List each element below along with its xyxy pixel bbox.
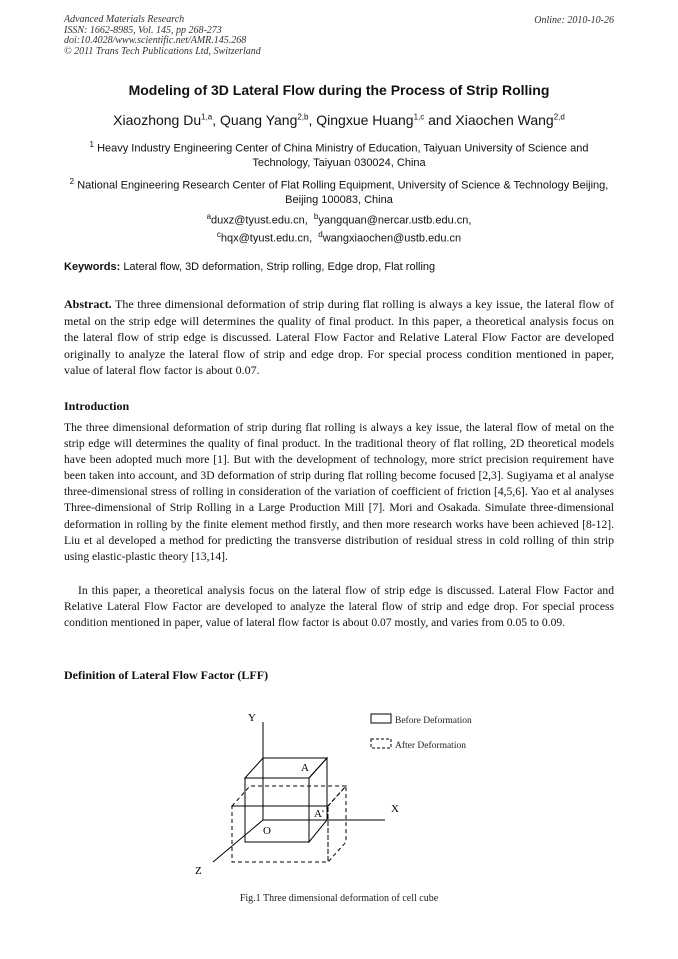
abstract-text: The three dimensional deformation of strip during flat rolling is always a key issue, the lateral flow of metal on the strip edge will determines the quality of final product. In this paper, a theoretical analysis focus on the lateral flow of strip edge is discussed. Lateral Flow Factor and Relative Lateral Flow Factor are developed originally to analyze the lateral flow of strip and edge drop. For special process condition mentioned in paper, value of lateral flow factor is about 0.07. (64, 297, 614, 377)
author-name: Quang Yang (220, 112, 298, 128)
figure-caption: Fig.1 Three dimensional deformation of cell cube (239, 893, 439, 904)
affiliation-sup: 1 (89, 140, 94, 149)
email-sup: d (318, 230, 323, 240)
point-a-label: A (301, 762, 309, 774)
author-name: Qingxue Huang (316, 112, 414, 128)
doi-line: doi:10.4028/www.scientific.net/AMR.145.268 (64, 35, 247, 47)
axis-z-label: Z (195, 865, 202, 877)
legend-after-label: After Deformation (395, 741, 466, 751)
journal-name: Advanced Materials Research (64, 14, 185, 25)
introduction-paragraph-2: In this paper, a theoretical analysis focus on the lateral flow of strip edge is discussed. Lateral Flow Factor and Relative Lateral Flow Factor are developed to analyze the lateral flow of strip and edge drop. For special process condition mentioned in paper, value of lateral flow factor is about 0.07 mostly, and varies from 0.05 to 0.09. (64, 584, 614, 630)
cube-before-side (309, 758, 327, 842)
email-address: hqx@tyust.edu.cn, (220, 232, 313, 245)
author-sep: , (212, 112, 221, 128)
affiliation-text: Heavy Industry Engineering Center of China Ministry of Education, Taiyuan University of Science and Technology, Taiyuan 030024, China (97, 142, 589, 170)
keywords-text: Lateral flow, 3D deformation, Strip rolling, Edge drop, Flat rolling (123, 261, 436, 273)
paper-title: Modeling of 3D Lateral Flow during the Process of Strip Rolling (128, 82, 550, 98)
point-a-prime-label: A' (314, 808, 324, 820)
author-sup: 2,d (553, 112, 565, 122)
email-address: yangquan@nercar.ustb.edu.cn, (318, 214, 472, 227)
author-name: Xiaozhong Du (113, 112, 202, 128)
cube-after-top (232, 786, 346, 806)
online-date: Online: 2010-10-26 (534, 15, 614, 26)
cube-after-side (328, 786, 346, 862)
affiliation-sup: 2 (69, 177, 75, 186)
cube-before-front (245, 778, 309, 842)
legend-after-swatch (371, 739, 391, 748)
email-sup: c (216, 230, 221, 240)
legend-before-swatch (371, 714, 391, 723)
keywords-label: Keywords: (64, 261, 121, 273)
legend-before-label: Before Deformation (395, 716, 472, 726)
author-name: Xiaochen Wang (455, 112, 554, 128)
email-address: wangxiaochen@ustb.edu.cn (322, 232, 462, 245)
author-sep: , (308, 112, 317, 128)
axis-x-label: X (391, 803, 399, 815)
origin-label: O (263, 825, 271, 837)
issn-line: ISSN: 1662-8985, Vol. 145, pp 268-273 (64, 24, 222, 36)
author-sep: and (424, 112, 456, 128)
email-sup: a (206, 212, 212, 221)
author-sup: 2,b (297, 112, 309, 122)
author-sup: 1,c (413, 112, 425, 122)
introduction-heading: Introduction (64, 399, 130, 413)
email-address: duxz@tyust.edu.cn, (211, 214, 308, 227)
email-sup: b (313, 212, 319, 221)
author-sup: 1,a (201, 112, 213, 122)
definition-heading: Definition of Lateral Flow Factor (LFF) (64, 668, 269, 682)
cube-before-top (245, 758, 327, 778)
introduction-paragraph-1: The three dimensional deformation of strip during flat rolling is always a key issue, the lateral flow of metal on the strip edge will determines the quality of final product. In the traditional theory of flat rolling, 2D theoretical models have been adopted much more [1]. But with the development of technology, more strict precision requirement have been taken into account, and 3D deformation of strip during flat rolling become focused [2,3]. Sugiyama et al analyse three-dimensional stress of rolling in consideration of the variation of coefficient of friction [4,5,6]. Yao et al analyses Three-dimensional of Strip Rolling in a Large Production Mill [7]. Mori and Osakada. Simulate three-dimensional deformation in rolling by the finite element method firstly, and then more research works have been achieved [8-12]. Liu et al developed a method for predicting the transverse distribution of residual stress in cold rolling of thin strip using elastic-plastic theory [13,14]. (64, 421, 614, 563)
axis-y-label: Y (248, 712, 256, 724)
z-axis-line (213, 820, 263, 862)
affiliation-text: National Engineering Research Center of Flat Rolling Equipment, University of Science & Technology Beijing, Beijing 100083, China (77, 179, 609, 207)
copyright-line: © 2011 Trans Tech Publications Ltd, Switzerland (64, 45, 261, 57)
abstract-label: Abstract. (64, 297, 112, 311)
